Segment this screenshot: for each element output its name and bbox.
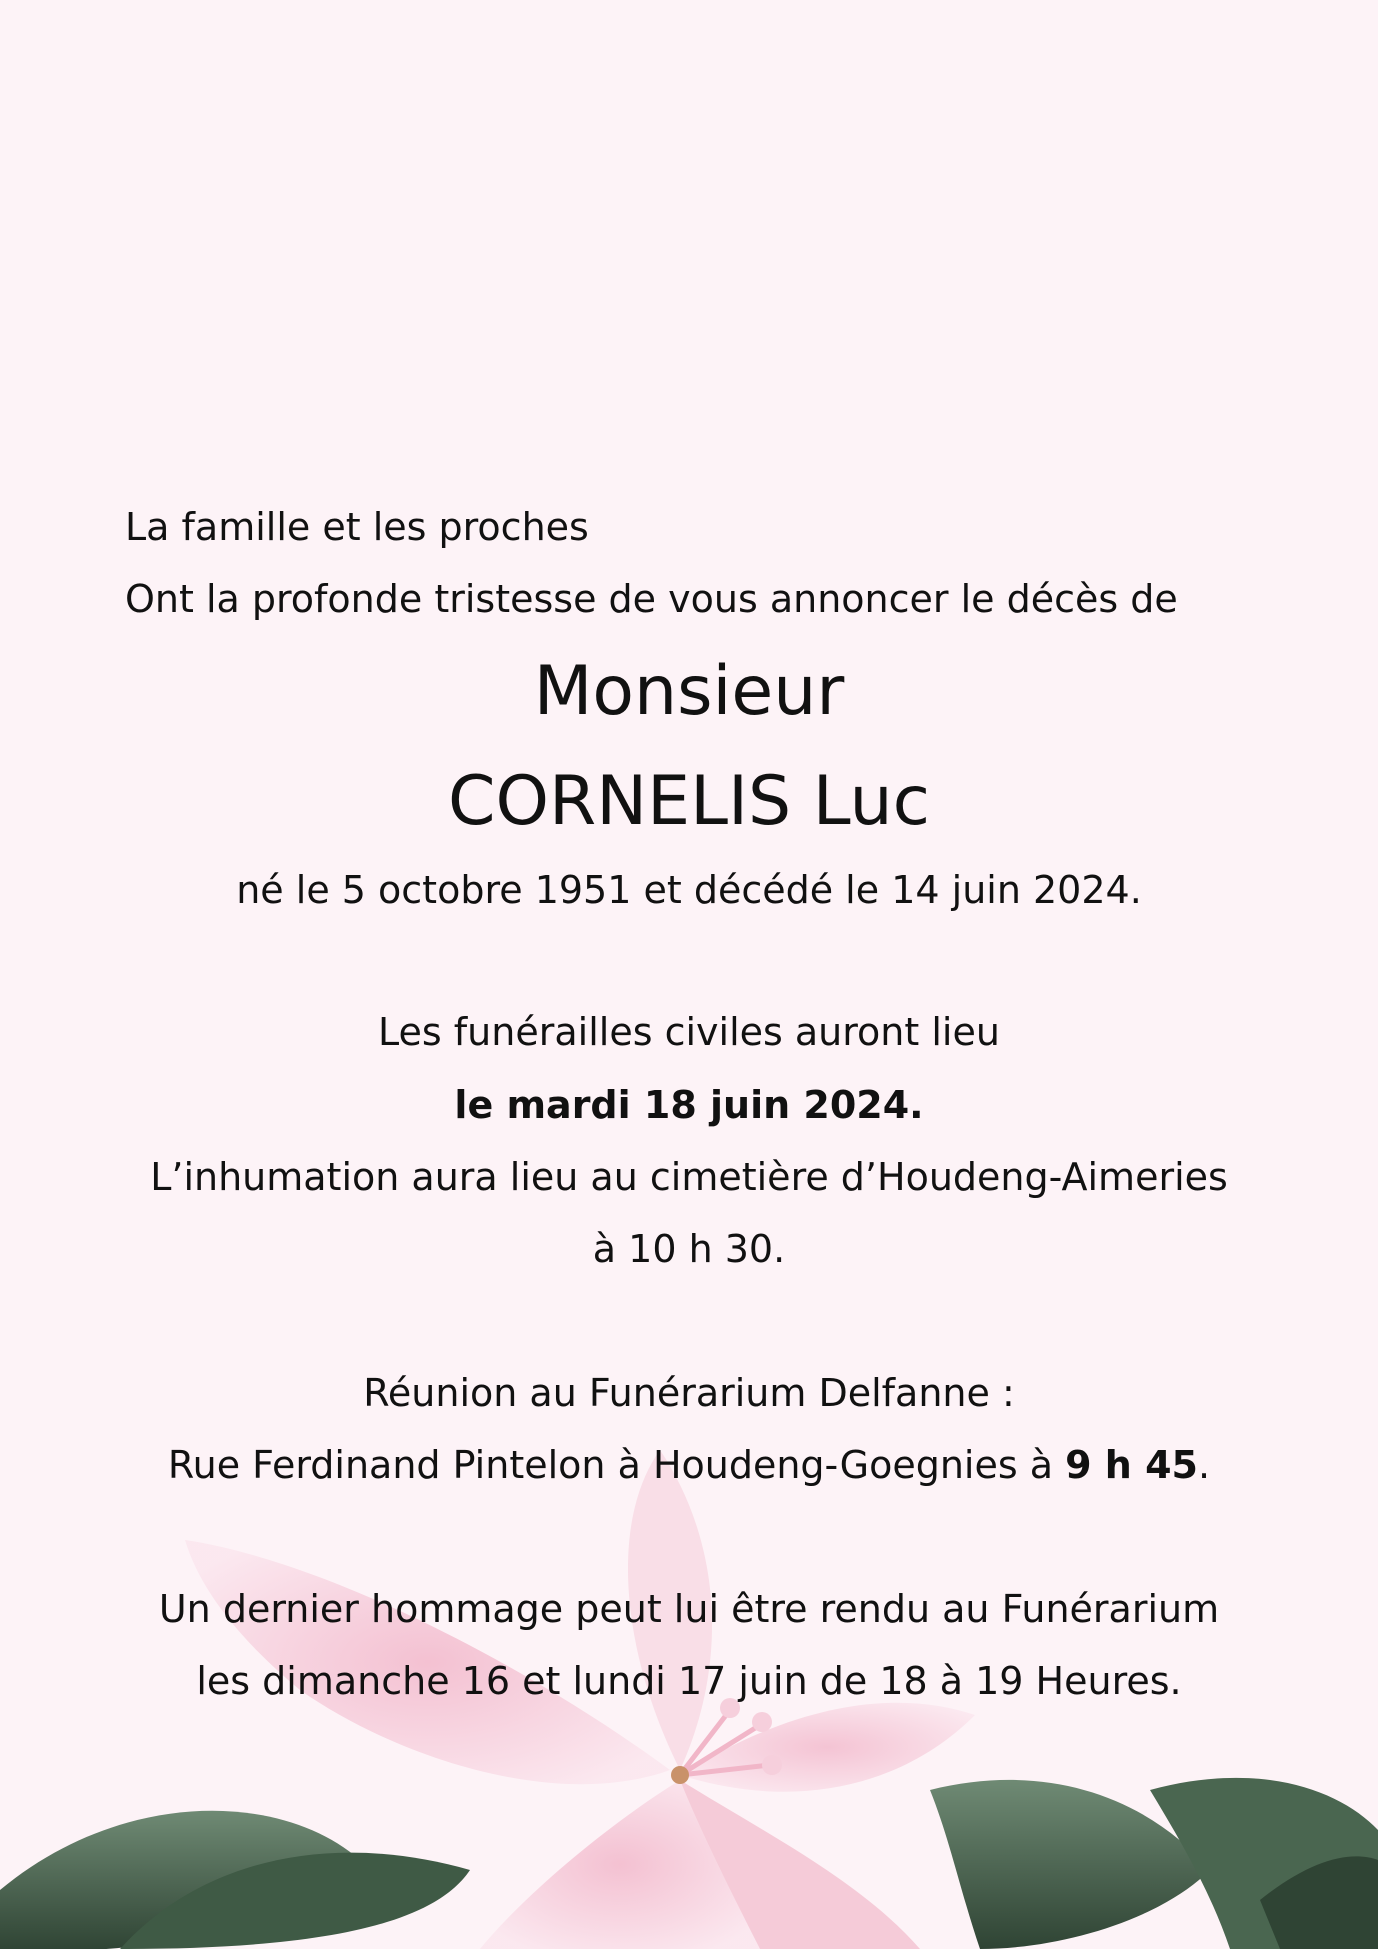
meeting-address: Rue Ferdinand Pintelon à Houdeng-Goegnies à bbox=[167, 1443, 1066, 1487]
meeting-address-end: . bbox=[1197, 1443, 1211, 1487]
burial-time: à 10 h 30. bbox=[592, 1227, 786, 1271]
tribute-line-1: Un dernier hommage peut lui être rendu au Funérarium bbox=[158, 1587, 1220, 1631]
meeting-address-line bbox=[0, 1441, 1378, 1489]
tribute-line-2: les dimanche 16 et lundi 17 juin de 18 à 19 Heures. bbox=[196, 1659, 1182, 1703]
funeral-line: Les funérailles civiles auront lieu bbox=[378, 1010, 1000, 1054]
deceased-name: CORNELIS Luc bbox=[448, 762, 930, 841]
funeral-date: le mardi 18 juin 2024. bbox=[454, 1083, 924, 1127]
intro-line-1: La famille et les proches bbox=[125, 505, 589, 549]
meeting-time: 9 h 45 bbox=[1065, 1443, 1198, 1487]
intro-line-2: Ont la profonde tristesse de vous annoncer le décès de bbox=[125, 577, 1178, 621]
birth-death-dates: né le 5 octobre 1951 et décédé le 14 juin 2024. bbox=[236, 868, 1142, 912]
deceased-title: Monsieur bbox=[533, 652, 845, 731]
burial-location: L’inhumation aura lieu au cimetière d’Houdeng-Aimeries bbox=[150, 1155, 1228, 1199]
meeting-line: Réunion au Funérarium Delfanne : bbox=[363, 1371, 1015, 1415]
